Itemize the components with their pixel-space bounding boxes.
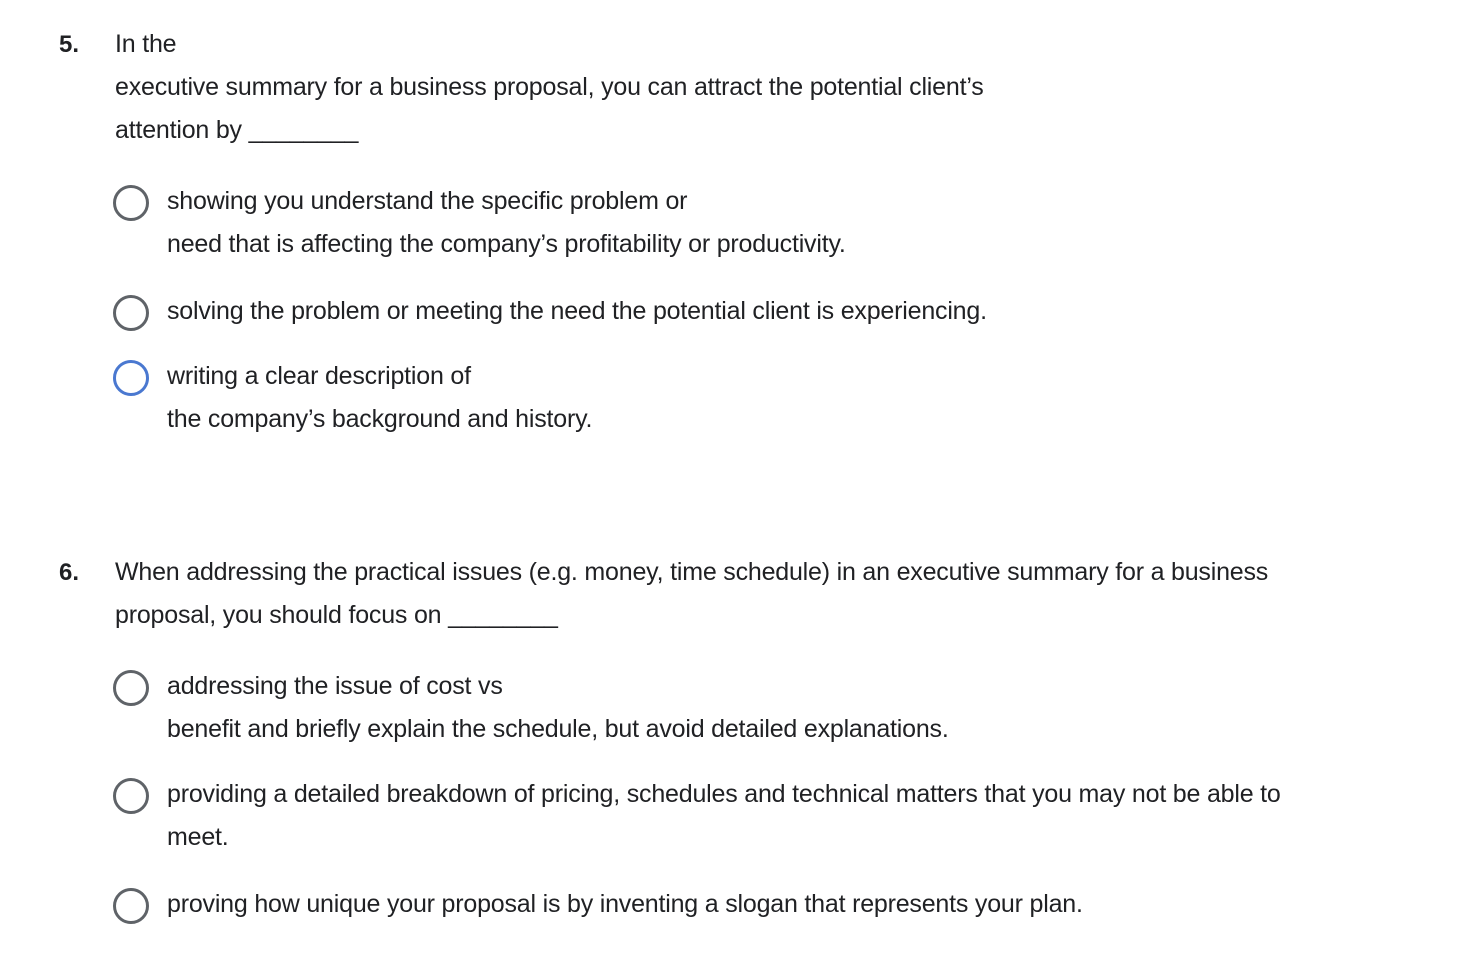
radio-button[interactable] <box>113 295 149 331</box>
question-number: 6. <box>59 559 80 586</box>
answer-option-line: need that is affecting the company’s profitability or productivity. <box>167 230 846 258</box>
answer-option-line: addressing the issue of cost vs <box>167 672 503 700</box>
answer-option-line: solving the problem or meeting the need the potential client is experiencing. <box>167 297 987 325</box>
answer-option-label <box>167 355 592 441</box>
question-prompt-line: proposal, you should focus on ________ <box>115 601 558 629</box>
question-prompt-line: In the <box>115 30 177 58</box>
question-prompt <box>115 23 1415 152</box>
answer-option-line: the company’s background and history. <box>167 405 593 433</box>
radio-button[interactable] <box>113 185 149 221</box>
radio-button[interactable] <box>113 670 149 706</box>
answer-option-label <box>167 180 846 266</box>
answer-option-line: showing you understand the specific problem or <box>167 187 688 215</box>
radio-button[interactable] <box>113 888 149 924</box>
question-prompt-line: When addressing the practical issues (e.g. money, time schedule) in an executive summary for a business <box>115 558 1269 586</box>
answer-option-line: writing a clear description of <box>167 362 471 390</box>
answer-option-label <box>167 665 949 751</box>
answer-option-line: providing a detailed breakdown of pricing, schedules and technical matters that you may not be able to <box>167 780 1281 808</box>
answer-option-line: benefit and briefly explain the schedule, but avoid detailed explanations. <box>167 715 949 743</box>
answer-option-label <box>167 290 987 333</box>
answer-option-label <box>167 883 1083 926</box>
question-number: 5. <box>59 31 80 58</box>
answer-option-line: proving how unique your proposal is by inventing a slogan that represents your plan. <box>167 890 1083 918</box>
question-prompt-line: executive summary for a business proposal, you can attract the potential client’s <box>115 73 984 101</box>
radio-button[interactable] <box>113 778 149 814</box>
answer-option-line: meet. <box>167 823 229 851</box>
radio-button[interactable] <box>113 360 149 396</box>
answer-option-label <box>167 773 1281 859</box>
question-prompt <box>115 551 1415 637</box>
question-prompt-line: attention by ________ <box>115 116 359 144</box>
